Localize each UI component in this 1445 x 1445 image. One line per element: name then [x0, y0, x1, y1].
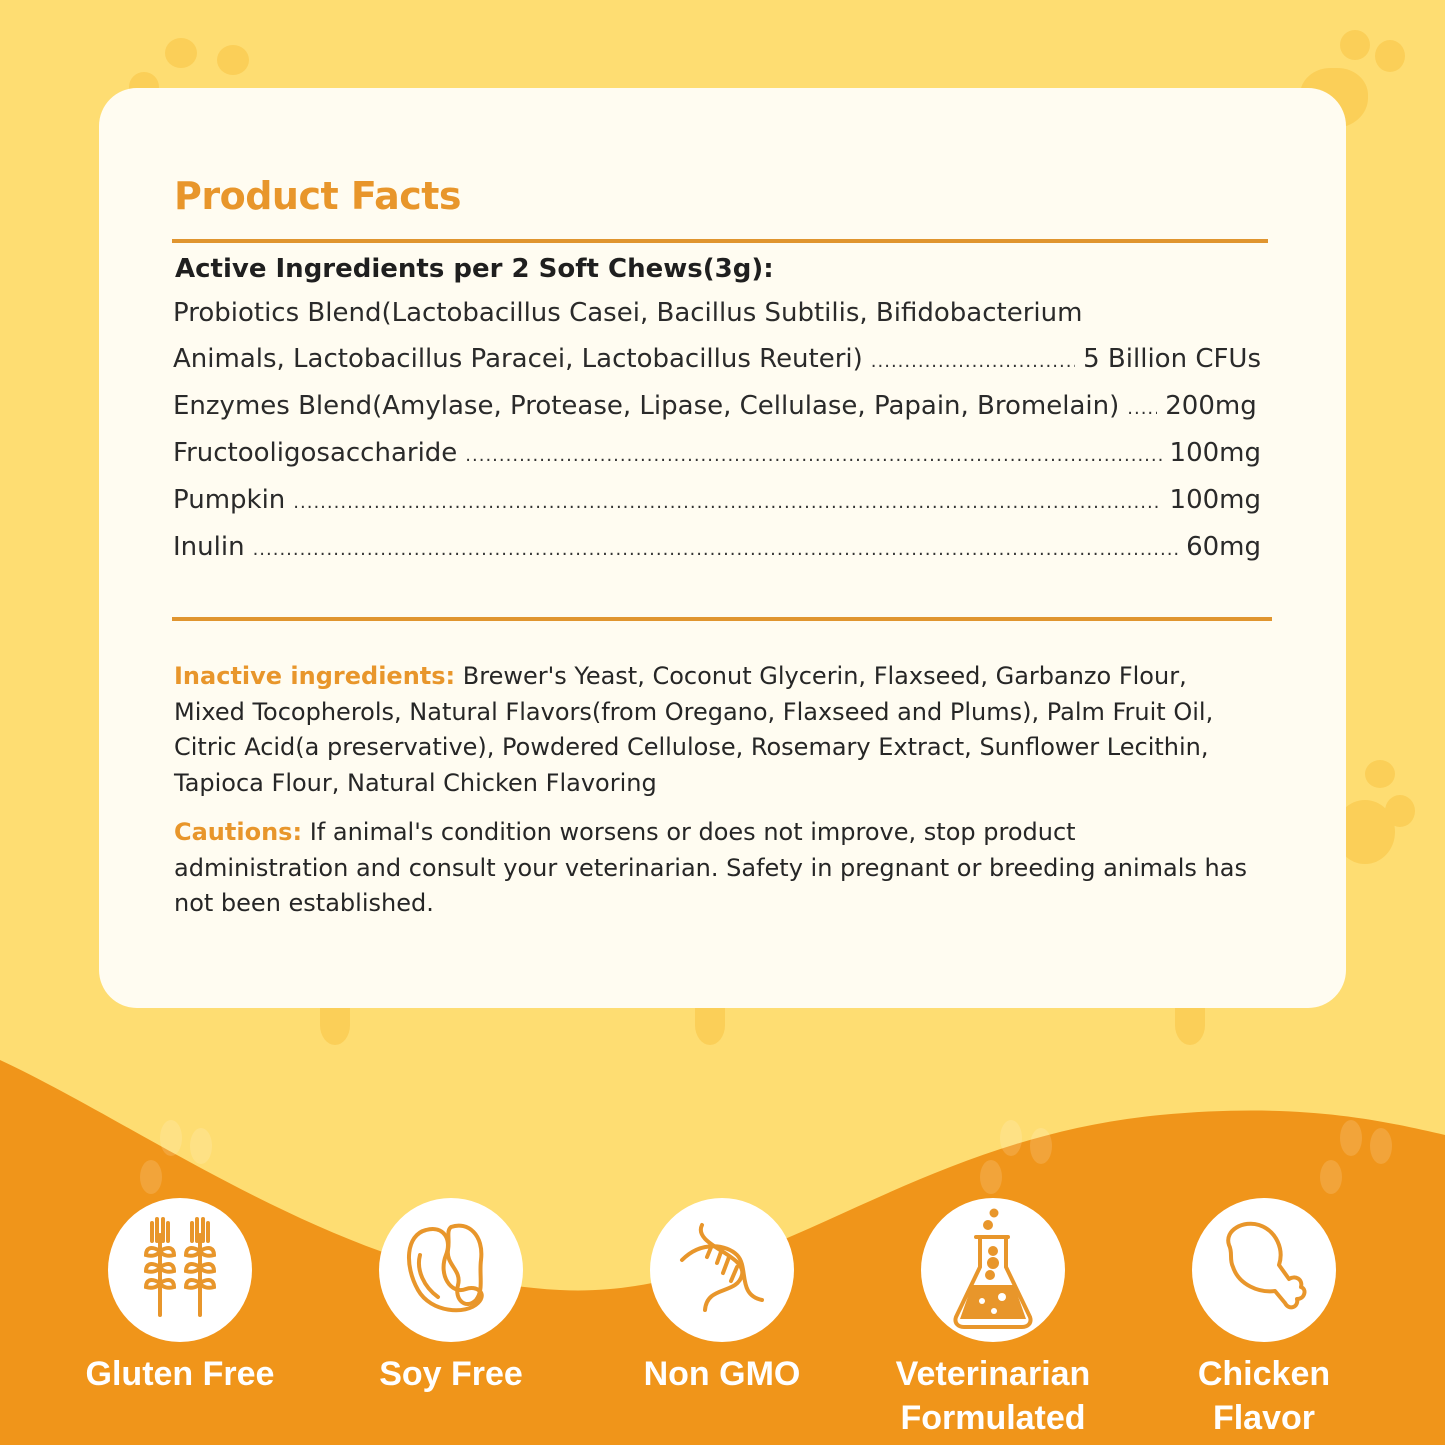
ingredient-amount: 100mg	[1169, 438, 1261, 468]
ingredient-amount: 100mg	[1169, 485, 1261, 515]
ingredient-name: Enzymes Blend(Amylase, Protease, Lipase, Cellulase, Papain, Bromelain)	[173, 391, 1120, 421]
divider	[172, 617, 1272, 621]
ingredient-name: Inulin	[173, 532, 245, 562]
badge-label: Soy Free	[379, 1355, 523, 1393]
ingredient-row	[173, 344, 1261, 374]
ingredient-line: Probiotics Blend(Lactobacillus Casei, Bacillus Subtilis, Bifidobacterium	[173, 298, 1083, 328]
badge-chicken-flavor	[1144, 1198, 1384, 1440]
dna-icon	[667, 1215, 777, 1325]
badge-non-gmo	[602, 1198, 842, 1396]
badge-label: Chicken Flavor	[1197, 1355, 1331, 1437]
divider	[172, 239, 1268, 243]
ingredient-name: Animals, Lactobacillus Paracei, Lactobacillus Reuteri)	[173, 344, 863, 374]
dot-leader	[253, 539, 1179, 560]
badge-label: Veterinarian Formulated	[895, 1355, 1091, 1437]
ingredient-row	[173, 485, 1261, 515]
chicken-leg-icon	[1209, 1215, 1319, 1325]
cautions	[174, 815, 1254, 922]
dot-leader	[1127, 398, 1157, 419]
ingredient-row	[173, 391, 1261, 421]
active-ingredients-heading: Active Ingredients per 2 Soft Chews(3g):	[175, 254, 774, 284]
dot-leader	[293, 492, 1161, 513]
inactive-ingredients-label: Inactive ingredients:	[174, 662, 456, 690]
cautions-label: Cautions:	[174, 818, 303, 846]
dot-leader	[465, 445, 1161, 466]
badge-veterinarian-formulated	[873, 1198, 1113, 1440]
ingredient-amount: 60mg	[1186, 532, 1261, 562]
ingredient-name: Pumpkin	[173, 485, 286, 515]
badge-gluten-free	[60, 1198, 300, 1396]
dot-leader	[871, 351, 1075, 372]
inactive-ingredients	[174, 659, 1254, 801]
ingredient-row	[173, 532, 1261, 562]
product-facts-card	[99, 88, 1346, 1008]
badge-label: Gluten Free	[85, 1355, 275, 1393]
ingredient-amount: 200mg	[1165, 391, 1257, 421]
inactive-ingredients-text: Brewer's Yeast, Coconut Glycerin, Flaxseed, Garbanzo Flour, Mixed Tocopherols, Natural Flavors(from Oregano, Flaxseed and Plums), Palm Fruit Oil, Citric Acid(a preservative), Powdered Cellulose, Rosemary Extract, Sunflower Lecithin, Tapioca Flour, Natural Chicken Flavoring	[174, 662, 1214, 797]
cautions-text: If animal's condition worsens or does not improve, stop product administration and consult your veterinarian. Safety in pregnant or breeding animals has not been established.	[174, 818, 1247, 917]
wheat-icon	[130, 1215, 230, 1325]
ingredient-amount: 5 Billion CFUs	[1083, 344, 1261, 374]
ingredient-row	[173, 438, 1261, 468]
soybean-icon	[396, 1215, 506, 1325]
badge-label: Non GMO	[643, 1355, 801, 1393]
page-title: Product Facts	[174, 174, 462, 218]
ingredient-name: Fructooligosaccharide	[173, 438, 458, 468]
badge-soy-free	[331, 1198, 571, 1396]
flask-icon	[938, 1205, 1048, 1335]
